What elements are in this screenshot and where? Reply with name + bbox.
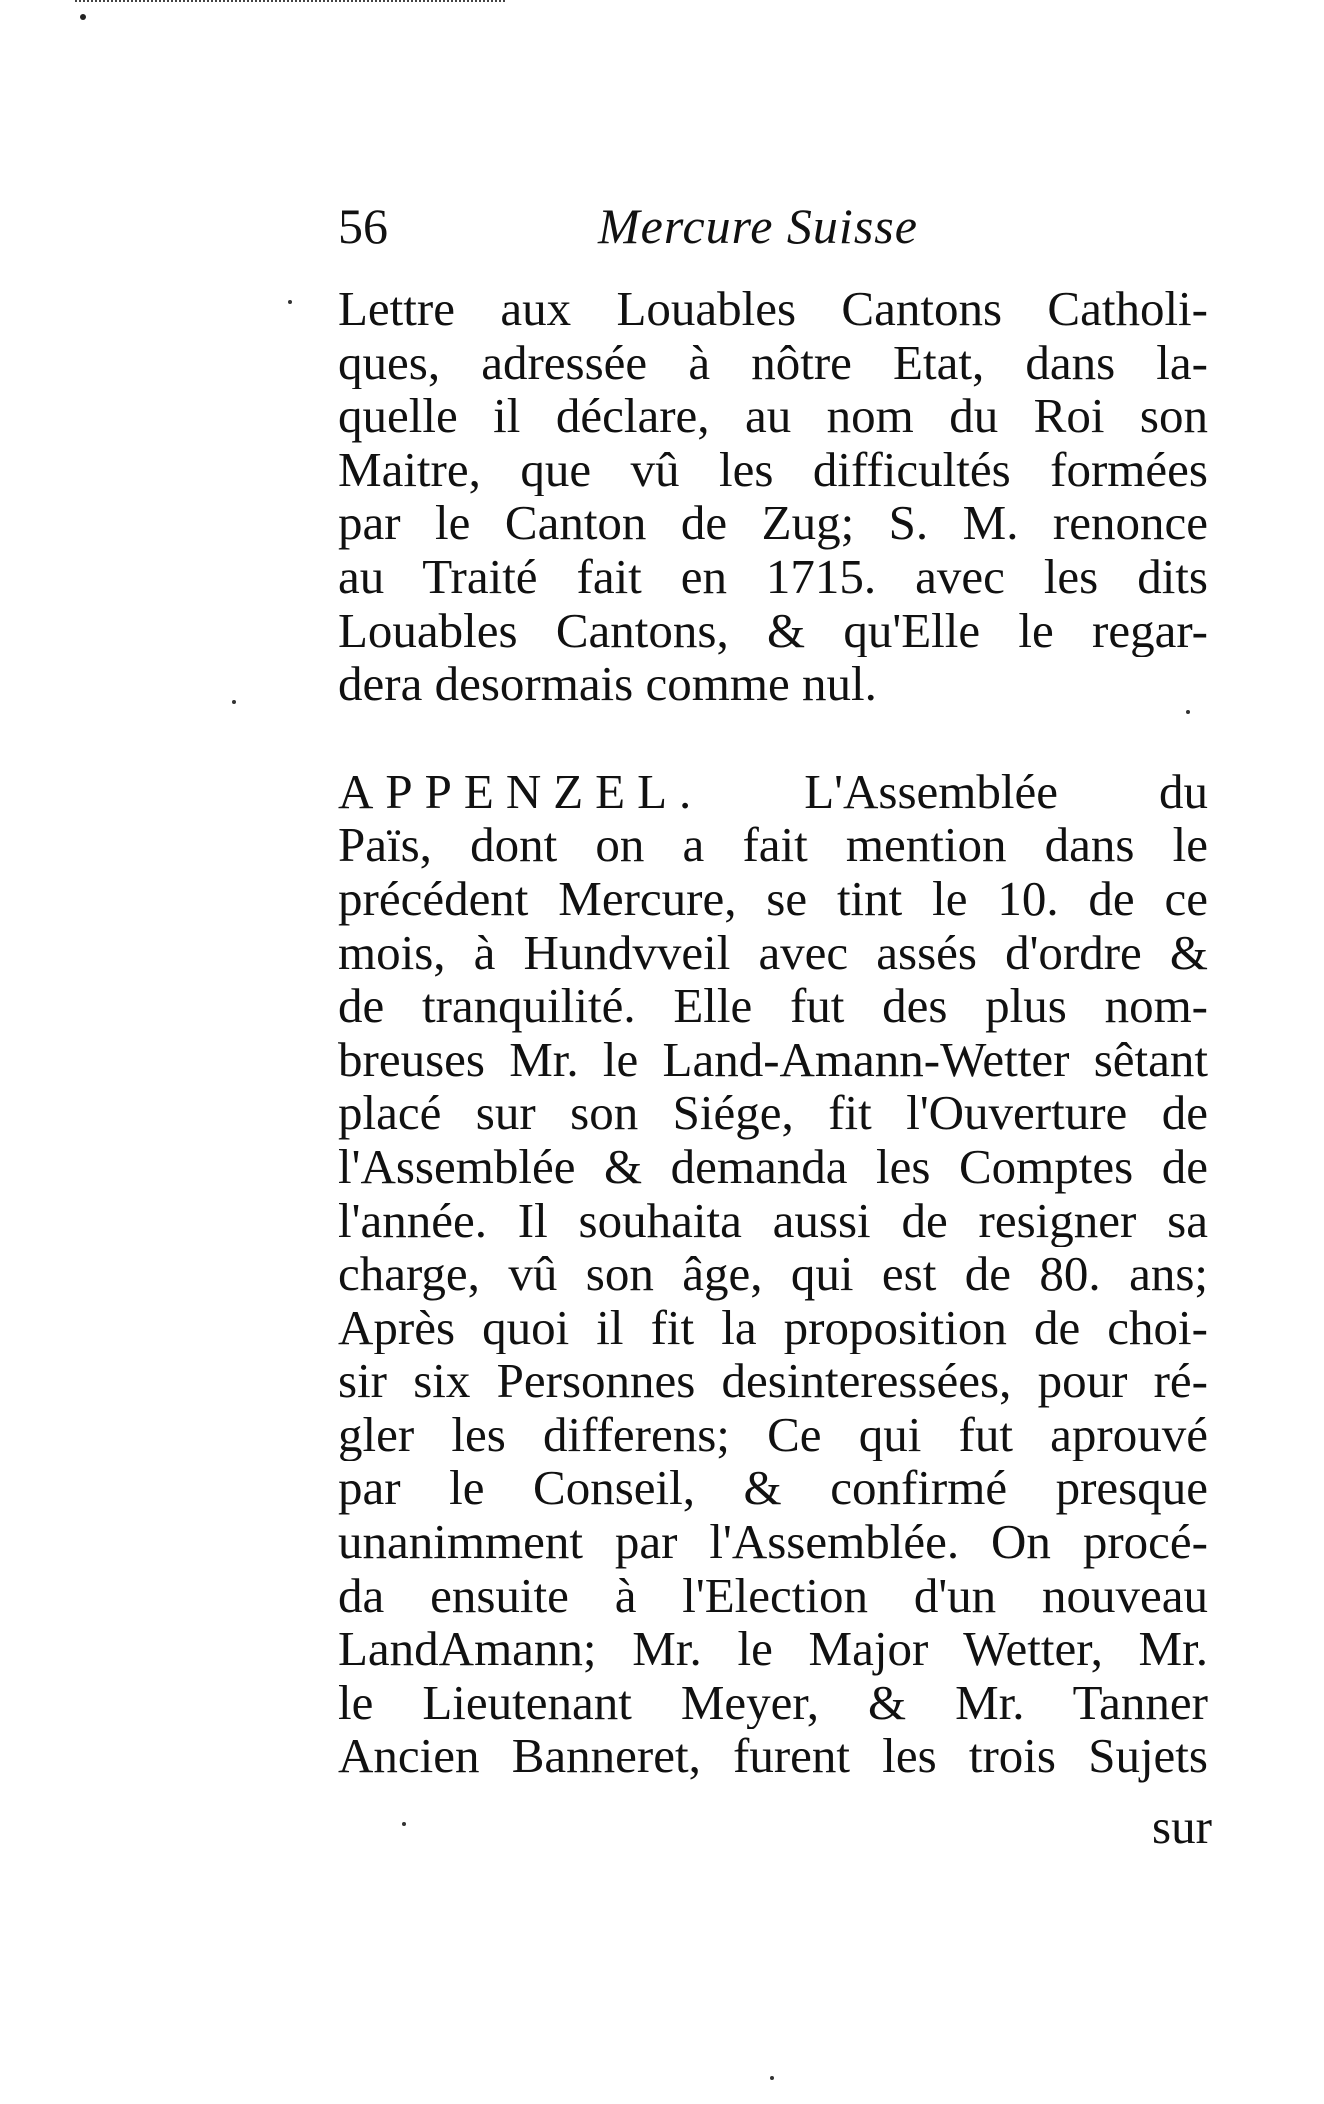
- text-line: ques, adressée à nôtre Etat, dans la-: [338, 335, 1208, 390]
- text-line: dera desormais comme nul.: [338, 657, 877, 711]
- catchword: sur: [1152, 1799, 1212, 1854]
- text-line-rest: L'Assemblée du: [804, 764, 1208, 819]
- text-line: gler les differens; Ce qui fut aprouvé: [338, 1407, 1208, 1462]
- paragraph-gap: [338, 711, 1208, 765]
- section-heading: APPENZEL.: [338, 764, 704, 819]
- text-line: Louables Cantons, & qu'Elle le regar-: [338, 603, 1208, 658]
- text-line: mois, à Hundvveil avec assés d'ordre &: [338, 925, 1208, 980]
- text-line: l'Assemblée & demanda les Comptes de: [338, 1139, 1208, 1194]
- text-line-with-heading: [338, 765, 1208, 819]
- text-line: Maitre, que vû les difficultés formées: [338, 442, 1208, 497]
- text-line: par le Canton de Zug; S. M. renonce: [338, 496, 1208, 550]
- text-line: de tranquilité. Elle fut des plus nom-: [338, 979, 1208, 1033]
- page-number: 56: [338, 198, 388, 254]
- ink-speck: [232, 700, 236, 704]
- running-head: [338, 196, 988, 256]
- text-line: le Lieutenant Meyer, & Mr. Tanner: [338, 1675, 1208, 1730]
- text-line: breuses Mr. le Land-Amann-Wetter sêtant: [338, 1032, 1208, 1087]
- text-line: l'année. Il souhaita aussi de resigner sa: [338, 1193, 1208, 1248]
- page-top-edge: [75, 0, 505, 5]
- text-line: Païs, dont on a fait mention dans le: [338, 818, 1208, 872]
- text-line: charge, vû son âge, qui est de 80. ans;: [338, 1247, 1208, 1301]
- text-line: quelle il déclare, au nom du Roi son: [338, 389, 1208, 443]
- text-line: unanimment par l'Assemblée. On procé-: [338, 1515, 1208, 1569]
- text-line: Lettre aux Louables Cantons Catholi-: [338, 282, 1208, 336]
- ink-speck: [80, 14, 86, 20]
- text-line: au Traité fait en 1715. avec les dits: [338, 549, 1208, 604]
- ink-speck: [402, 1822, 406, 1826]
- text-line: LandAmann; Mr. le Major Wetter, Mr.: [338, 1622, 1208, 1676]
- running-title: Mercure Suisse: [598, 198, 918, 254]
- ink-speck: [770, 2076, 774, 2080]
- text-line: précédent Mercure, se tint le 10. de ce: [338, 871, 1208, 926]
- text-line: Ancien Banneret, furent les trois Sujets: [338, 1729, 1208, 1784]
- text-line: placé sur son Siége, fit l'Ouverture de: [338, 1086, 1208, 1140]
- text-line: sir six Personnes desinteressées, pour ré-: [338, 1354, 1208, 1408]
- text-line: Après quoi il fit la proposition de choi-: [338, 1300, 1208, 1355]
- text-line: par le Conseil, & confirmé presque: [338, 1461, 1208, 1516]
- ink-speck: [288, 300, 292, 304]
- ink-speck: [1186, 710, 1190, 714]
- text-line: da ensuite à l'Election d'un nouveau: [338, 1568, 1208, 1623]
- body-text: [338, 282, 1208, 1783]
